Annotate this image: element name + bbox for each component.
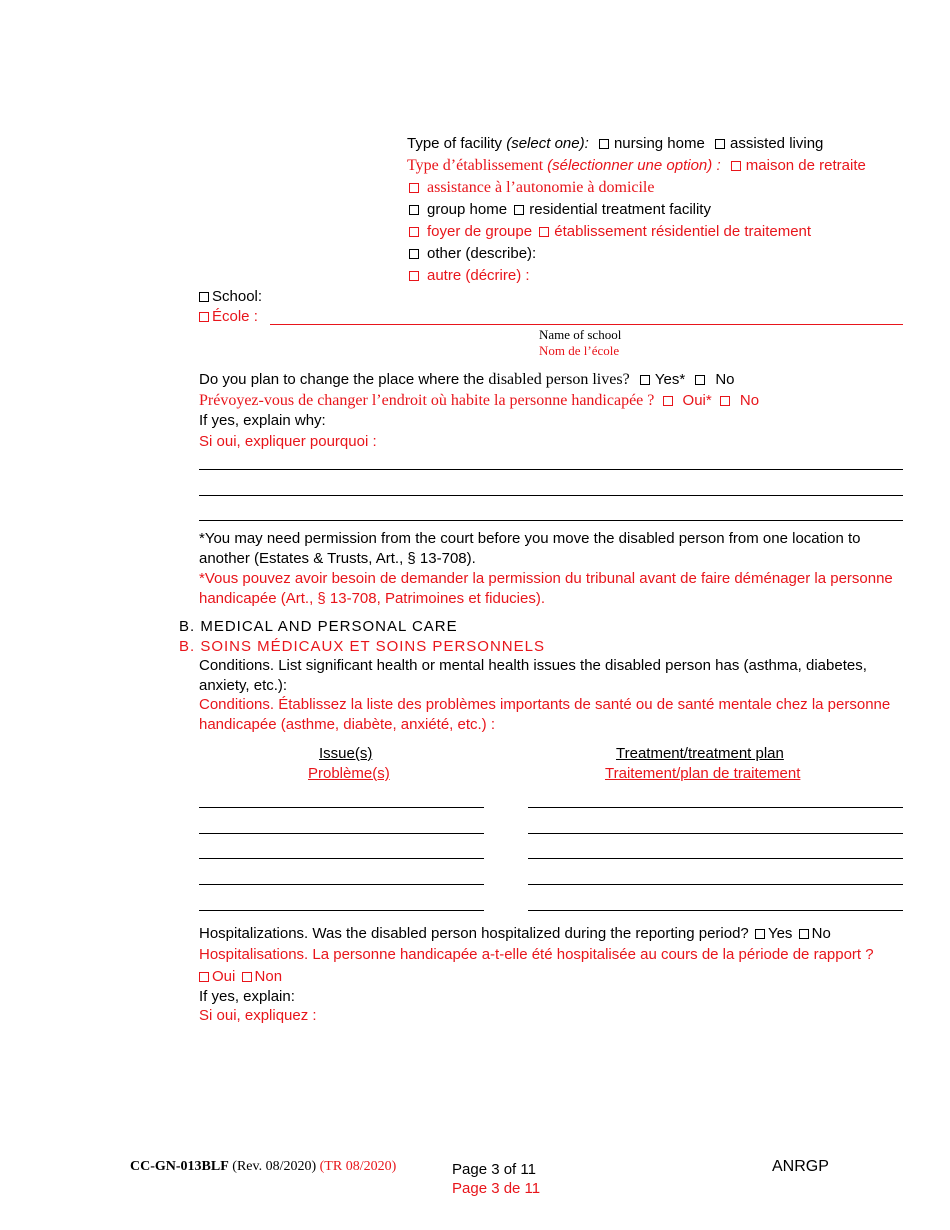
school-fr-row [199, 307, 258, 327]
move-explain-en: If yes, explain why: [199, 412, 326, 429]
hospital-explain-fr: Si oui, expliquez : [199, 1007, 317, 1024]
move-non-label: No [739, 392, 760, 409]
hospital-question-en-text: Hospitalizations. Was the disabled person hospitalized during the reporting period? [199, 925, 749, 942]
footer-page-fr: Page 3 de 11 [452, 1180, 541, 1197]
nursing-home-label: nursing home [613, 135, 705, 152]
treatment-header-fr: Traitement/plan de traitement [605, 765, 801, 782]
facility-type-label: Type of facility [407, 135, 507, 152]
move-explain-line-1[interactable] [199, 469, 903, 470]
issue-line[interactable] [199, 858, 484, 859]
other-label: other (describe): [427, 245, 537, 262]
treatment-header-en: Treatment/treatment plan [616, 745, 784, 762]
hospital-explain-en: If yes, explain: [199, 988, 295, 1005]
assistance-autonomie-checkbox[interactable] [409, 183, 419, 193]
move-no-label: No [715, 371, 735, 388]
move-yes-checkbox[interactable] [640, 375, 650, 385]
residential-treatment-label: residential treatment facility [529, 201, 711, 218]
move-note-fr: *Vous pouvez avoir besoin de demander la permission du tribunal avant de faire déménager la personne handicapée (Art., § 13-708, Patrimoines et fiducies). [199, 570, 893, 607]
hospital-no-checkbox[interactable] [799, 929, 809, 939]
assistance-autonomie-label: assistance à l’autonomie à domicile [427, 179, 655, 196]
etablissement-residentiel-checkbox[interactable] [539, 227, 549, 237]
school-caption-en: Name of school [539, 327, 622, 342]
treatment-line[interactable] [528, 884, 903, 885]
issue-line[interactable] [199, 884, 484, 885]
school-en-row [199, 287, 262, 307]
school-label: School: [212, 288, 263, 305]
move-question-fr-text: Prévoyez-vous de changer l’endroit où habite la personne handicapée ? [199, 392, 655, 409]
issue-line[interactable] [199, 910, 484, 911]
move-yes-label: Yes* [654, 371, 686, 388]
foyer-groupe-row [409, 222, 811, 242]
section-b-title-en: B. MEDICAL AND PERSONAL CARE [179, 618, 458, 635]
other-checkbox[interactable] [409, 249, 419, 259]
move-explain-line-3[interactable] [199, 520, 903, 521]
assisted-living-label: assisted living [730, 135, 824, 152]
foyer-groupe-label: foyer de groupe [427, 223, 533, 240]
move-oui-checkbox[interactable] [663, 396, 673, 406]
hospital-oui-label: Oui [212, 968, 236, 985]
hospital-non-checkbox[interactable] [242, 972, 252, 982]
ecole-label: École : [212, 308, 258, 325]
hospital-fr-options [199, 967, 282, 987]
assistance-autonomie-row [409, 178, 654, 198]
facility-type-hint: (select one): [506, 135, 589, 152]
school-name-line[interactable] [270, 324, 903, 325]
treatment-line[interactable] [528, 833, 903, 834]
move-no-checkbox[interactable] [695, 375, 705, 385]
hospital-no-label: No [811, 925, 831, 942]
move-note-en: *You may need permission from the court before you move the disabled person from one location to another (Estates & Trusts, Art., § 13-708). [199, 530, 861, 567]
group-home-row [409, 200, 711, 220]
facility-type-fr-label: Type d’établissement [407, 157, 548, 174]
footer-form-code [130, 1157, 396, 1177]
facility-type-fr-hint: (sélectionner une option) : [547, 157, 721, 174]
autre-row [409, 266, 530, 286]
issues-header-fr: Problème(s) [308, 765, 390, 782]
form-code: CC-GN-013BLF [130, 1159, 229, 1174]
treatment-line[interactable] [528, 807, 903, 808]
maison-retraite-label: maison de retraite [745, 157, 866, 174]
hospital-question-en [199, 924, 831, 944]
ecole-checkbox[interactable] [199, 312, 209, 322]
hospital-question-fr: Hospitalisations. La personne handicapée a-t-elle été hospitalisée au cours de la période de rapport ? [199, 946, 874, 963]
move-question-fr [199, 391, 759, 411]
form-rev: (Rev. 08/2020) [232, 1159, 317, 1174]
school-checkbox[interactable] [199, 292, 209, 302]
move-question-en [199, 370, 735, 390]
autre-label: autre (décrire) : [427, 267, 530, 284]
other-row [409, 244, 536, 264]
form-tr: (TR 08/2020) [319, 1159, 397, 1174]
move-question-en-text-a: Do you plan to change the place where the [199, 371, 489, 388]
footer-page-en: Page 3 of 11 [452, 1161, 536, 1178]
group-home-checkbox[interactable] [409, 205, 419, 215]
group-home-label: group home [427, 201, 508, 218]
footer-org: ANRGP [772, 1158, 829, 1175]
move-non-checkbox[interactable] [720, 396, 730, 406]
conditions-en: Conditions. List significant health or mental health issues the disabled person has (asthma, diabetes, anxiety, etc.): [199, 657, 867, 694]
treatment-line[interactable] [528, 910, 903, 911]
etablissement-residentiel-label: établissement résidentiel de traitement [554, 223, 812, 240]
issue-line[interactable] [199, 807, 484, 808]
foyer-groupe-checkbox[interactable] [409, 227, 419, 237]
hospital-oui-checkbox[interactable] [199, 972, 209, 982]
move-oui-label: Oui* [682, 392, 712, 409]
nursing-home-checkbox[interactable] [599, 139, 609, 149]
section-b-title-fr: B. SOINS MÉDICAUX ET SOINS PERSONNELS [179, 638, 545, 655]
school-caption-fr: Nom de l’école [539, 343, 620, 358]
facility-type-fr-row [407, 156, 866, 176]
conditions-fr: Conditions. Établissez la liste des problèmes importants de santé ou de santé mentale chez la personne handicapée (asthme, diabète, anxiété, etc.) : [199, 696, 891, 733]
move-explain-line-2[interactable] [199, 495, 903, 496]
treatment-line[interactable] [528, 858, 903, 859]
facility-type-en-row [407, 134, 823, 154]
move-explain-fr: Si oui, expliquer pourquoi : [199, 433, 377, 450]
autre-checkbox[interactable] [409, 271, 419, 281]
hospital-yes-checkbox[interactable] [755, 929, 765, 939]
issue-line[interactable] [199, 833, 484, 834]
issues-header-en: Issue(s) [319, 745, 373, 762]
move-question-en-text-b: disabled person lives? [488, 371, 630, 388]
hospital-non-label: Non [254, 968, 283, 985]
hospital-yes-label: Yes [767, 925, 793, 942]
assisted-living-checkbox[interactable] [715, 139, 725, 149]
residential-treatment-checkbox[interactable] [514, 205, 524, 215]
maison-retraite-checkbox[interactable] [731, 161, 741, 171]
